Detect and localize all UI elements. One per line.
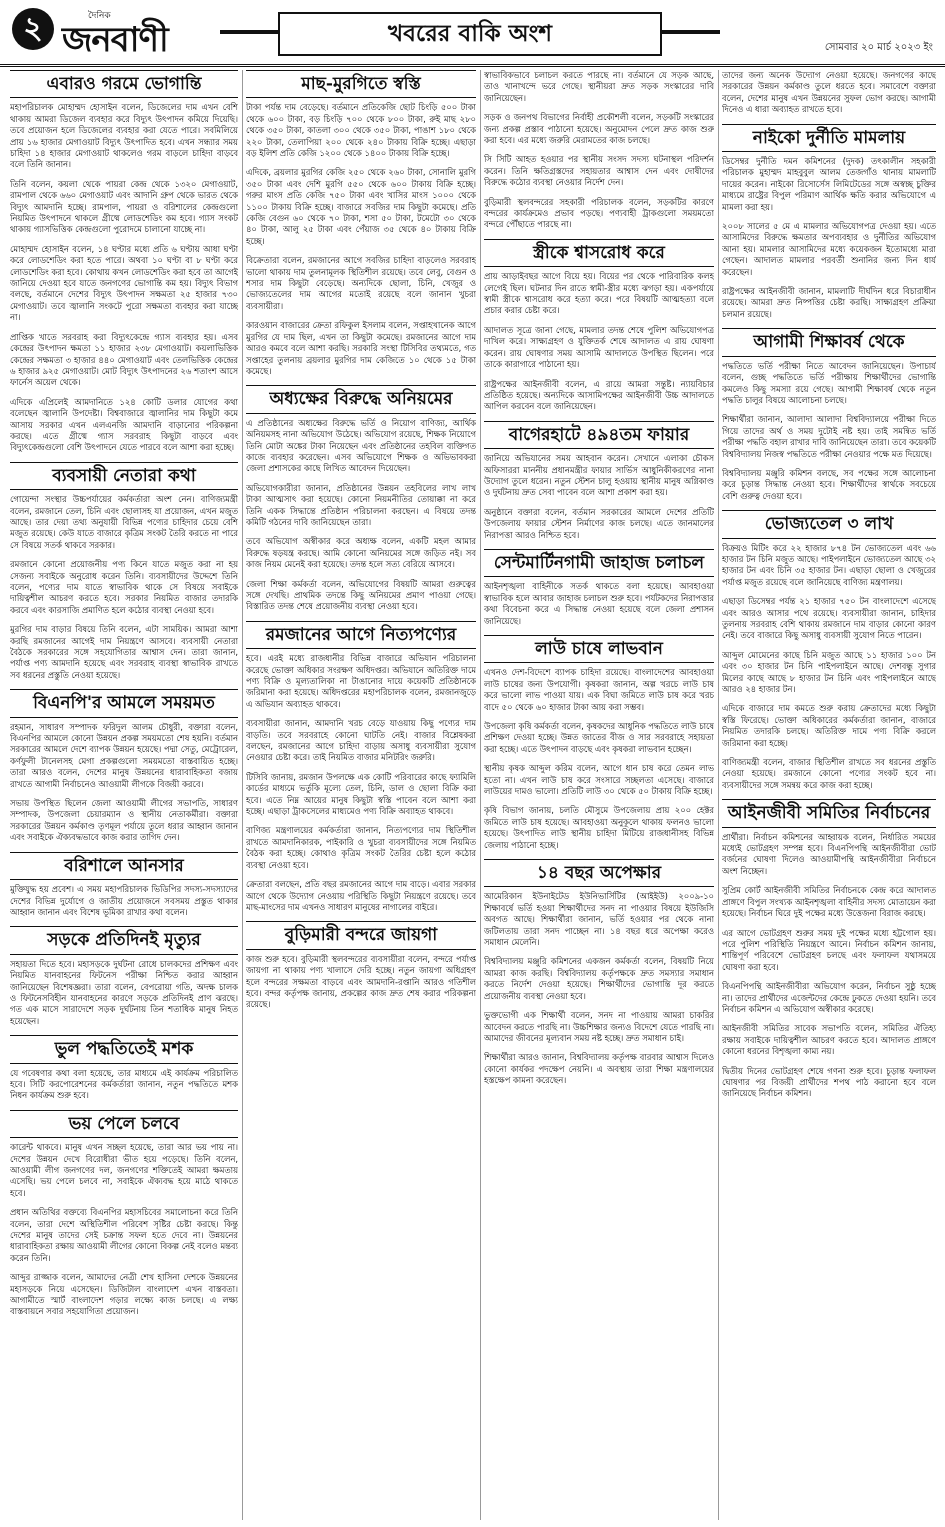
article-paragraph: শিক্ষার্থীরা আরও জানান, বিশ্ববিদ্যালয় কর্তৃপক্ষ বারবার আশ্বাস দিলেও কোনো কার্যকর পদক্ষেপ নেয়নি। এ অবস্থায় তারা শিক্ষা মন্ত্রণালয়ের হস্তক্ষেপ কামনা করেছেন। [484, 1052, 714, 1086]
article-paragraph: আইনশৃঙ্খলা বাহিনীকে সতর্ক থাকতে বলা হয়েছে। আবহাওয়া স্বাভাবিক হলে আবার জাহাজ চলাচল শুরু হবে। পর্যটকদের নিরাপত্তার কথা বিবেচনা করে এ সিদ্ধান্ত নেওয়া হয়েছে বলে জেলা প্রশাসন জানিয়েছে। [484, 581, 714, 626]
article-paragraph: এদিকে বাজারে দাম কমতে শুরু করায় ক্রেতাদের মধ্যে কিছুটা স্বস্তি ফিরেছে। ভোক্তা অধিকারের কর্মকর্তারা জানান, বাজারে নিয়মিত তদারকি চলছে। অতিরিক্ত দামে পণ্য বিক্রি করলে জরিমানা করা হচ্ছে। [722, 703, 936, 748]
article [484, 70, 714, 231]
article-paragraph: মুরগির দাম বাড়ার বিষয়ে তিনি বলেন, এটা সাময়িক। আমরা আশা করছি রমজানের আগেই দাম নিয়ন্ত্রণে আসবে। ব্যবসায়ী নেতারা বৈঠকে সরকারের সঙ্গে সহযোগিতার আশ্বাস দেন। তারা জানান, পর্যাপ্ত পণ্য আমদানি হয়েছে এবং সরবরাহ ব্যবস্থা স্বাভাবিক রাখতে সব ধরনের প্রস্তুতি নেওয়া হয়েছে। [10, 624, 238, 680]
article-paragraph: পদ্ধতিতে ভর্তি পরীক্ষা নিতে আবেদন জানিয়েছেন। উপাচার্য বলেন, গুচ্ছ পদ্ধতিতে ভর্তি পরীক্ষায় শিক্ষার্থীদের ভোগান্তি কমলেও কিছু সমস্যা রয়ে গেছে। আগামী শিক্ষাবর্ষ থেকে নতুন পদ্ধতি চালুর বিষয়ে আলোচনা চলছে। [722, 360, 936, 405]
article [484, 421, 714, 541]
article-headline: লাউ চাষে লাভবান [484, 635, 714, 663]
article [246, 621, 476, 914]
article [10, 926, 238, 1027]
article-paragraph: সড়ক ও জনপথ বিভাগের নির্বাহী প্রকৌশলী বলেন, সড়কটি সংস্কারের জন্য প্রকল্প প্রস্তাব পাঠানো হয়েছে। অনুমোদন পেলে দ্রুত কাজ শুরু করা হবে। এর মধ্যে জরুরি মেরামতের কাজ চলছে। [484, 112, 714, 146]
article-paragraph: কারেন্ট থাকবে। মানুষ এখন সচ্ছল হয়েছে, তারা আর ভয় পায় না। দেশের উন্নয়ন দেখে বিরোধীরা ভীত হয়ে পড়েছে। তিনি বলেন, আওয়ামী লীগ জনগণের দল, জনগণের শক্তিতেই আমরা ক্ষমতায় এসেছি। ভয় পেলে চলবে না, সবাইকে ঐক্যবদ্ধ হয়ে মাঠে থাকতে হবে। [10, 1142, 238, 1198]
column-divider [718, 70, 719, 1520]
column-divider [242, 70, 243, 1520]
column-1 [10, 70, 238, 1520]
article-paragraph: আইনজীবী সমিতির সাবেক সভাপতি বলেন, সমিতির ঐতিহ্য রক্ষায় সবাইকে দায়িত্বশীল আচরণ করতে হবে। আদালত প্রাঙ্গণে কোনো ধরনের বিশৃঙ্খলা কাম্য নয়। [722, 1023, 936, 1057]
article [246, 385, 476, 612]
article [484, 239, 714, 413]
article [10, 462, 238, 681]
article-paragraph: সি সিটি আহত হওয়ার পর স্থানীয় সংসদ সদস্য ঘটনাস্থল পরিদর্শন করেন। তিনি ক্ষতিগ্রস্তদের সহায়তার আশ্বাস দেন এবং দোষীদের বিরুদ্ধে কঠোর ব্যবস্থা নেওয়ার নির্দেশ দেন। [484, 154, 714, 188]
article-paragraph: স্থানীয় কৃষক আব্দুল করিম বলেন, আগে ধান চাষ করে তেমন লাভ হতো না। এখন লাউ চাষ করে সংসারে সচ্ছলতা এসেছে। বাজারে লাউয়ের দামও ভালো। প্রতিটি লাউ ৩০ থেকে ৫০ টাকায় বিক্রি হচ্ছে। [484, 763, 714, 797]
article-paragraph: প্রধান অতিথির বক্তব্যে বিএনপির মহাসচিবের সমালোচনা করে তিনি বলেন, তারা দেশে অস্থিতিশীল পরিবেশ সৃষ্টির চেষ্টা করছে। কিন্তু দেশের মানুষ তাদের সেই চক্রান্ত সফল হতে দেবে না। উন্নয়নের ধারাবাহিকতা রক্ষায় আওয়ামী লীগের কোনো বিকল্প নেই বলেও মন্তব্য করেন তিনি। [10, 1207, 238, 1263]
article-paragraph: বিক্রয়ও মিটিং করে ২২ হাজার ৮৭৪ টন ভোজ্যতেল এবং ৬৬ হাজার টন চিনি মজুত আছে। পাইপলাইনে ভোজ্যতেল আছে ৩২ হাজার টন এবং চিনি ৩৫ হাজার টন। এছাড়া ছোলা ও খেজুরের পর্যাপ্ত মজুত রয়েছে বলে জানিয়েছে বাণিজ্য মন্ত্রণালয়। [722, 542, 936, 587]
article [722, 124, 936, 321]
article-paragraph: আদালত সূত্রে জানা গেছে, মামলার তদন্ত শেষে পুলিশ অভিযোগপত্র দাখিল করে। সাক্ষ্যগ্রহণ ও যুক্তিতর্ক শেষে আদালত এ রায় ঘোষণা করেন। রায় ঘোষণার সময় আসামি আদালতে উপস্থিত ছিলেন। পরে তাকে কারাগারে পাঠানো হয়। [484, 324, 714, 370]
article [722, 799, 936, 1100]
article-paragraph: হবে। এরই মধ্যে রাজধানীর বিভিন্ন বাজারে অভিযান পরিচালনা করেছে ভোক্তা অধিকার সংরক্ষণ অধিদপ্তর। অভিযানে অতিরিক্ত দামে পণ্য বিক্রি ও মূল্যতালিকা না টাঙানোর দায়ে কয়েকটি প্রতিষ্ঠানকে জরিমানা করা হয়েছে। অধিদপ্তরের মহাপরিচালক বলেন, রমজানজুড়ে এ অভিযান অব্যাহত থাকবে। [246, 653, 476, 709]
article-paragraph: রমজানে কোনো প্রয়োজনীয় পণ্য কিনে যাতে মজুত করা না হয় সেজন্য সবাইকে অনুরোধ করেন তিনি। ব্যবসায়ীদের উদ্দেশে তিনি বলেন, পণ্যের দাম যাতে স্বাভাবিক থাকে সে বিষয়ে সবাইকে দায়িত্বশীল আচরণ করতে হবে। সরকার নিয়মিত বাজার তদারকি করবে এবং কারসাজি প্রমাণিত হলে কঠোর ব্যবস্থা নেওয়া হবে। [10, 559, 238, 615]
article-paragraph: স্বাভাবিকভাবে চলাচল করতে পারছে না। বর্তমানে যে সড়ক আছে, তাও খানাখন্দে ভরে গেছে। স্থানীয়রা দ্রুত সড়ক সংস্কারের দাবি জানিয়েছেন। [484, 70, 714, 103]
article-paragraph: মুক্তিযুদ্ধ হয় প্রবেশ। এ সময় মহাপরিচালক ভিডিপির সদস্য-সদস্যাদের দেশের বিভিন্ন দুর্যোগে ও জাতীয় প্রয়োজনে সবসময় প্রস্তুত থাকার আহ্বান জানান এবং বিশেষ ভূমিকা রাখার কথা বলেন। [10, 884, 238, 917]
article-paragraph: বিশ্ববিদ্যালয় মঞ্জুরি কমিশনের একজন কর্মকর্তা বলেন, বিষয়টি নিয়ে আমরা কাজ করছি। বিশ্ববিদ্যালয় কর্তৃপক্ষকে দ্রুত সমস্যার সমাধান করতে নির্দেশ দেওয়া হয়েছে। শিক্ষার্থীদের ভোগান্তি দূর করতে প্রয়োজনীয় ব্যবস্থা নেওয়া হবে। [484, 956, 714, 1001]
article-paragraph: তিনি বলেন, কয়লা থেকে পায়রা কেন্দ্র থেকে ১৩২০ মেগাওয়াট, রামপাল থেকে ৬৬০ মেগাওয়াট এবং আদানি গ্রুপ থেকে ভারত থেকে বিদ্যুৎ আমদানি হচ্ছে। রামপাল, পায়রা ও বরিশালের কেন্দ্রগুলো নিয়মিত উৎপাদনে থাকলে গ্রীষ্মে লোডশেডিং কম হবে। গ্যাস সংকট থাকায় গ্যাসভিত্তিক কেন্দ্রগুলো পুরোদমে চালানো যাচ্ছে না। [10, 178, 238, 235]
article-paragraph: তবে অভিযোগ অস্বীকার করে অধ্যক্ষ বলেন, একটি মহল আমার বিরুদ্ধে ষড়যন্ত্র করছে। আমি কোনো অনিয়মের সঙ্গে জড়িত নই। সব কাজ নিয়ম মেনেই করা হয়েছে। তদন্ত হলে সত্য বেরিয়ে আসবে। [246, 536, 476, 570]
article-headline: ১৪ বছর অপেক্ষার [484, 859, 714, 887]
section-title: খবরের বাকি অংশ [278, 12, 662, 56]
article-paragraph: আব্দুর রাজ্জাক বলেন, আমাদের নেত্রী শেখ হাসিনা দেশকে উন্নয়নের মহাসড়কে নিয়ে এসেছেন। ডিজিটাল বাংলাদেশ এখন বাস্তবতা। আগামীতে স্মার্ট বাংলাদেশ গড়ার লক্ষ্যে কাজ চলছে। এ লক্ষ্য বাস্তবায়নে সবার সহযোগিতা প্রয়োজন। [10, 1272, 238, 1317]
article-headline: বরিশালে আনসার [10, 852, 238, 880]
article [246, 70, 476, 377]
article-paragraph: সহায়তা দিতে হবে। মহাসড়কে দুর্ঘটনা রোধে চালকদের প্রশিক্ষণ এবং নিয়মিত যানবাহনের ফিটনেস পরীক্ষা নিশ্চিত করার আহ্বান জানিয়েছেন বিশেষজ্ঞরা। তারা বলেন, বেপরোয়া গতি, অদক্ষ চালক ও ফিটনেসবিহীন যানবাহনের কারণে সড়কে প্রতিদিনই প্রাণ ঝরছে। গত এক মাসে সারাদেশে সড়ক দুর্ঘটনায় তিন শতাধিক মানুষ নিহত হয়েছেন। [10, 958, 238, 1026]
article-paragraph: ২০০৮ সালের ৫ মে এ মামলার অভিযোগপত্র দেওয়া হয়। এতে আসামিদের বিরুদ্ধে ক্ষমতার অপব্যবহার ও দুর্নীতির অভিযোগ আনা হয়। মামলার আসামিদের মধ্যে কয়েকজন ইতোমধ্যে মারা গেছেন। আদালত মামলার পরবর্তী শুনানির জন্য দিন ধার্য করেছেন। [722, 221, 936, 277]
article-headline: বাগেরহাটে ৪৯৪তম ফায়ার [484, 421, 714, 449]
article-paragraph: অভিযোগকারীরা জানান, প্রতিষ্ঠানের উন্নয়ন তহবিলের লাখ লাখ টাকা আত্মসাৎ করা হয়েছে। কোনো নিয়মনীতির তোয়াক্কা না করে তিনি একক সিদ্ধান্তে প্রতিষ্ঠান পরিচালনা করছেন। এ বিষয়ে তদন্ত কমিটি গঠনের দাবি জানিয়েছেন তারা। [246, 482, 476, 527]
article-headline: বিএনপি'র আমলে সময়মত [10, 689, 238, 717]
article-paragraph: বাণিজ্যমন্ত্রী বলেন, বাজার স্থিতিশীল রাখতে সব ধরনের প্রস্তুতি নেওয়া হয়েছে। রমজানে কোনো পণ্যের সংকট হবে না। ব্যবসায়ীদের সঙ্গে সমন্বয় করে কাজ করা হচ্ছে। [722, 757, 936, 790]
article-paragraph: প্রাপ্তিক খাতে সরবরাহ করা বিদ্যুৎকেন্দ্রে গ্যাস ব্যবহার হয়। এসব কেন্দ্রের উৎপাদন ক্ষমতা ১১ হাজার ২৩৮ মেগাওয়াট। কয়লাভিত্তিক কেন্দ্রের সক্ষমতা ৩ হাজার ৪৪০ মেগাওয়াট এবং তেলভিত্তিক কেন্দ্রের ৬ হাজার ৯২৫ মেগাওয়াট। মোট বিদ্যুৎ উৎপাদনের ২৬ শতাংশ আসে ফার্নেস অয়েল থেকে। [10, 331, 238, 388]
article-paragraph: ডিসেম্বর দুর্নীতি দমন কমিশনের (দুদক) তৎকালীন সহকারী পরিচালক মুহাম্মদ মাহবুবুল আলম তেজগাঁও থানায় মামলাটি দায়ের করেন। নাইকো রিসোর্সেস লিমিটেডের সঙ্গে অস্বচ্ছ চুক্তির মাধ্যমে রাষ্ট্রের বিপুল পরিমাণ আর্থিক ক্ষতি করার অভিযোগে এ মামলা করা হয়। [722, 156, 936, 212]
article [246, 921, 476, 1010]
article-paragraph: রাষ্ট্রপক্ষের আইনজীবী বলেন, এ রায়ে আমরা সন্তুষ্ট। ন্যায়বিচার প্রতিষ্ঠিত হয়েছে। অন্যদিকে আসামিপক্ষের আইনজীবী উচ্চ আদালতে আপিল করবেন বলে জানিয়েছেন। [484, 378, 714, 412]
article-paragraph: প্রায় আড়াইবছর আগে বিয়ে হয়। বিয়ের পর থেকে পারিবারিক কলহ লেগেই ছিল। ঘটনার দিন রাতে স্বামী-স্ত্রীর মধ্যে ঝগড়া হয়। একপর্যায়ে স্বামী স্ত্রীকে শ্বাসরোধ করে হত্যা করে। পরে বিষয়টি আত্মহত্যা বলে প্রচার করার চেষ্টা করে। [484, 271, 714, 316]
article-paragraph: বিএনপিপন্থি আইনজীবীরা অভিযোগ করেন, নির্বাচন সুষ্ঠু হচ্ছে না। তাদের প্রার্থীদের এজেন্টদের কেন্দ্রে ঢুকতে দেওয়া হয়নি। তবে নির্বাচন কমিশন এ অভিযোগ অস্বীকার করেছে। [722, 981, 936, 1014]
masthead [0, 0, 945, 67]
article-headline: অধ্যক্ষের বিরুদ্ধে অনিয়মের [246, 385, 476, 413]
article [484, 549, 714, 627]
article-headline: সেন্টমার্টিনগামী জাহাজ চলাচল [484, 549, 714, 577]
article-paragraph: বিক্রেতারা বলেন, রমজানের আগে সবজির চাহিদা বাড়লেও সরবরাহ ভালো থাকায় দাম তুলনামূলক স্থিতিশীল রয়েছে। তবে লেবু, বেগুন ও শসার দাম কিছুটা বেড়েছে। অন্যদিকে ছোলা, চিনি, খেজুর ও ভোজ্যতেলের দাম আগের মতোই রয়েছে বলে জানান খুচরা ব্যবসায়ীরা। [246, 255, 476, 311]
article-paragraph: যে গবেষণার কথা বলা হয়েছে, তার মাধ্যমে এই কার্যক্রম পরিচালিত হবে। সিটি করপোরেশনের কর্মকর্তারা জানান, নতুন পদ্ধতিতে মশক নিধন কার্যক্রম শুরু হবে। [10, 1067, 238, 1101]
article-paragraph: বুড়িমারী স্থলবন্দরের সহকারী পরিচালক বলেন, সড়কটির কারণে বন্দরের কার্যক্রমেও প্রভাব পড়ছে। পণ্যবাহী ট্রাকগুলো সময়মতো বন্দরে পৌঁছাতে পারছে না। [484, 196, 714, 230]
article-paragraph: কাজ শুরু হবে। বুড়িমারী স্থলবন্দরের ব্যবসায়ীরা বলেন, বন্দরে পর্যাপ্ত জায়গা না থাকায় পণ্য খালাসে দেরি হচ্ছে। নতুন জায়গা অধিগ্রহণ হলে বন্দরের সক্ষমতা বাড়বে এবং আমদানি-রপ্তানি আরও গতিশীল হবে। বন্দর কর্তৃপক্ষ জানায়, প্রকল্পের কাজ দ্রুত শেষ করার পরিকল্পনা রয়েছে। [246, 953, 476, 1010]
article-paragraph: অনুষ্ঠানে বক্তারা বলেন, বর্তমান সরকারের আমলে দেশের প্রতিটি উপজেলায় ফায়ার স্টেশন নির্মাণের কাজ চলছে। এতে জানমালের নিরাপত্তা আরও নিশ্চিত হবে। [484, 506, 714, 540]
article [484, 859, 714, 1086]
article-paragraph: ভুক্তভোগী এক শিক্ষার্থী বলেন, সনদ না পাওয়ায় আমরা চাকরির আবেদন করতে পারছি না। উচ্চশিক্ষার জন্যও বিদেশে যেতে পারছি না। আমাদের জীবনের মূল্যবান সময় নষ্ট হচ্ছে। দ্রুত সমাধান চাই। [484, 1010, 714, 1043]
article-headline: ভোজ্যতেল ৩ লাখ [722, 510, 936, 538]
issue-date: সোমবার ২০ মার্চ ২০২৩ ইং [824, 42, 933, 53]
daily-label: দৈনিক [88, 11, 111, 21]
article-paragraph: সভায় উপস্থিত ছিলেন জেলা আওয়ামী লীগের সভাপতি, সাধারণ সম্পাদক, উপজেলা চেয়ারম্যান ও স্থানীয় নেতাকর্মীরা। বক্তারা সরকারের উন্নয়ন কর্মকাণ্ড তৃণমূল পর্যায়ে তুলে ধরার আহ্বান জানান এবং সবাইকে ঐক্যবদ্ধভাবে কাজ করার তাগিদ দেন। [10, 798, 238, 843]
article-headline: ভয় পেলে চলবে [10, 1110, 238, 1138]
article-paragraph: সুপ্রিম কোর্ট আইনজীবী সমিতির নির্বাচনকে কেন্দ্র করে আদালত প্রাঙ্গণে বিপুল সংখ্যক আইনশৃঙ্খলা বাহিনীর সদস্য মোতায়েন করা হয়েছে। নির্বাচন ঘিরে দুই পক্ষের মধ্যে উত্তেজনা বিরাজ করছে। [722, 885, 936, 919]
article-paragraph: শিক্ষার্থীরা জানান, আলাদা আলাদা বিশ্ববিদ্যালয়ে পরীক্ষা দিতে গিয়ে তাদের অর্থ ও সময় দুটোই নষ্ট হয়। তাই সমন্বিত ভর্তি পরীক্ষা পদ্ধতি বহাল রাখার দাবি জানিয়েছেন তারা। তবে কয়েকটি বিশ্ববিদ্যালয় নিজস্ব পদ্ধতিতে পরীক্ষা নেওয়ার পক্ষে মত দিয়েছে। [722, 414, 936, 459]
article [484, 635, 714, 851]
article-paragraph: মোহাম্মদ হোসাইন বলেন, ১৪ ঘণ্টার মধ্যে প্রতি ৬ ঘণ্টায় আধা ঘণ্টা করে লোডশেডিং করা হতে পারে। অথবা ১০ ঘণ্টা বা ৮ ঘণ্টা করে লোডশেডিং করা হবে। কোথায় কখন লোডশেডিং করা হবে তা আগেই জানিয়ে দেওয়া হবে যাতে জনগণের ভোগান্তি কম হয়। বিদ্যুৎ বিভাগ বলছে, বর্তমানে দেশের বিদ্যুৎ উৎপাদন সক্ষমতা ২৫ হাজার ৭৩০ মেগাওয়াট। তবে জ্বালানি সংকটে পুরো সক্ষমতা ব্যবহার করা যাচ্ছে না। [10, 243, 238, 323]
article-paragraph: মহাপরিচালক মোহাম্মদ হোসাইন বলেন, ডিজেলের দাম এখন বেশি থাকায় আমরা ডিজেল ব্যবহার করে বিদ্যুৎ উৎপাদন কমিয়ে দিয়েছি। তবে প্রয়োজন হলে ডিজেলের ব্যবহার করা যেতে পারে। সবমিলিয়ে প্রায় ১৬ হাজার মেগাওয়াট বিদ্যুৎ উৎপাদিত হবে। এখন সন্ধ্যার সময় চাহিদা ১৪ হাজার মেগাওয়াট থাকলেও গরম বাড়লে চাহিদা বাড়বে বলে তিনি জানান। [10, 102, 238, 170]
article-paragraph: ক্রেতারা বলছেন, প্রতি বছর রমজানের আগে দাম বাড়ে। এবার সরকার আগে থেকে উদ্যোগ নেওয়ায় পরিস্থিতি কিছুটা নিয়ন্ত্রণে রয়েছে। তবে মাছ-মাংসের দাম এখনও সাধারণ মানুষের নাগালের বাইরে। [246, 879, 476, 912]
article-headline: ভুল পদ্ধতিতেই মশক [10, 1035, 238, 1063]
column-3 [484, 70, 714, 1520]
article-headline: সড়কে প্রতিদিনই মৃত্যুর [10, 926, 238, 954]
article-paragraph: এছাড়া ডিসেম্বর পর্যন্ত ২১ হাজার ৭৫০ টন বাংলাদেশে এসেছে এবং আরও আসার পথে রয়েছে। ব্যবসায়ীরা জানান, চাহিদার তুলনায় সরবরাহ বেশি থাকায় রমজানে দাম বাড়ার কোনো কারণ নেই। তবে বাজারে কিছু অসাধু ব্যবসায়ী সুযোগ নিতে পারেন। [722, 596, 936, 641]
column-2 [246, 70, 476, 1520]
article-paragraph: গোয়েন্দা সংস্থার উচ্চপর্যায়ের কর্মকর্তারা অংশ নেন। বাণিজ্যমন্ত্রী বলেন, রমজানে তেল, চিনি এবং ছোলাসহ যা প্রয়োজন, এখন মজুত আছে। তার দেয়া তথ্য অনুযায়ী বিভিন্ন পণ্যের চাহিদার চেয়ে বেশি মজুত রয়েছে। কেউ যাতে বাজারে কৃত্রিম সংকট তৈরি করতে না পারে সে বিষয়ে সতর্ক থাকবে সরকার। [10, 494, 238, 550]
article [10, 1035, 238, 1102]
article-headline: নাইকো দুর্নীতি মামলায় [722, 124, 936, 152]
article-paragraph: রহমান, সাধারণ সম্পাদক ফরিদুল আলম চৌধুরী, বক্তারা বলেন, বিএনপির আমলে কোনো উন্নয়ন প্রকল্প সময়মতো শেষ হয়নি। বর্তমান সরকারের আমলে দেশে ব্যাপক উন্নয়ন হয়েছে। পদ্মা সেতু, মেট্রোরেল, কর্ণফুলী টানেলসহ মেগা প্রকল্পগুলো সময়মতো বাস্তবায়িত হচ্ছে। তারা আরও বলেন, দেশের মানুষ উন্নয়নের ধারাবাহিকতা বজায় রাখতে আগামী নির্বাচনেও আওয়ামী লীগকে বিজয়ী করবে। [10, 721, 238, 789]
article-paragraph: প্রার্থীরা। নির্বাচন কমিশনের আহ্বায়ক বলেন, নির্ধারিত সময়ের মধ্যেই ভোটগ্রহণ সম্পন্ন হবে। বিএনপিপন্থি আইনজীবীরা ভোট বর্জনের ঘোষণা দিলেও আওয়ামীপন্থি আইনজীবীরা নির্বাচনে অংশ নিচ্ছেন। [722, 831, 936, 876]
article-headline: বুড়িমারী বন্দরে জায়গা [246, 921, 476, 949]
article [722, 328, 936, 502]
article [10, 1110, 238, 1318]
article-paragraph: এর আগে ভোটগ্রহণ শুরুর সময় দুই পক্ষের মধ্যে হট্টগোল হয়। পরে পুলিশ পরিস্থিতি নিয়ন্ত্রণে আনে। নির্বাচন কমিশন জানায়, শান্তিপূর্ণ পরিবেশে ভোটগ্রহণ চলছে এবং ফলাফল যথাসময়ে ঘোষণা করা হবে। [722, 927, 936, 972]
article-paragraph: এখনও দেশ-বিদেশে ব্যাপক চাহিদা রয়েছে। বাংলাদেশের আবহাওয়া লাউ চাষের জন্য উপযোগী। কৃষকরা জানান, অল্প খরচে লাউ চাষ করে ভালো লাভ পাওয়া যায়। এক বিঘা জমিতে লাউ চাষ করে খরচ বাদে ৫০ থেকে ৬০ হাজার টাকা আয় করা সম্ভব। [484, 667, 714, 712]
page-number: ২ [12, 8, 54, 50]
article-headline: ব্যবসায়ী নেতারা কথা [10, 462, 238, 490]
column-divider [480, 70, 481, 1520]
article-headline: মাছ-মুরগিতে স্বস্তি [246, 70, 476, 98]
article-paragraph: কৃষি বিভাগ জানায়, চলতি মৌসুমে উপজেলায় প্রায় ২০০ হেক্টর জমিতে লাউ চাষ হয়েছে। আবহাওয়া অনুকূলে থাকায় ফলনও ভালো হয়েছে। উৎপাদিত লাউ স্থানীয় চাহিদা মিটিয়ে রাজধানীসহ বিভিন্ন জেলায় পাঠানো হচ্ছে। [484, 805, 714, 850]
article-paragraph: কারওয়ান বাজারের ক্রেতা রফিকুল ইসলাম বলেন, সপ্তাহখানেক আগে মুরগির যে দাম ছিল, এখন তা কিছুটা কমেছে। রমজানের আগে দাম আরও কমবে বলে আশা করছি। সরকারি সংস্থা টিসিবির তথ্যমতে, গত সপ্তাহের তুলনায় ব্রয়লার মুরগির দাম কেজিতে ১০ থেকে ১৫ টাকা কমেছে। [246, 320, 476, 376]
article-paragraph: এদিকে, ব্রয়লার মুরগির কেজি ২৫০ থেকে ২৬০ টাকা, সোনালি মুরগি ৩৫০ টাকা এবং দেশি মুরগি ৫৫০ থেকে ৬০০ টাকায় বিক্রি হচ্ছে। গরুর মাংস প্রতি কেজি ৭৫০ টাকা এবং খাসির মাংস ১০০০ থেকে ১১০০ টাকায় বিক্রি হচ্ছে। বাজারে সবজির দাম কিছুটা কমেছে। প্রতি কেজি বেগুন ৬০ থেকে ৭০ টাকা, শসা ৫০ টাকা, টমেটো ৩০ থেকে ৪০ টাকা, আলু ২৫ টাকা এবং পেঁয়াজ ৩৫ থেকে ৪০ টাকায় বিক্রি হচ্ছে। [246, 167, 476, 246]
article-paragraph: এদিকে এপ্রিলেই আমদানিতে ১২৪ কোটি ডলার যোগের কথা বলেছেন জ্বালানি উপদেষ্টা। বিশ্ববাজারে জ্বালানির দাম কিছুটা কমে আসায় সরকার এখন এলএনজি আমদানি বাড়ানোর পরিকল্পনা করছে। এতে গ্রীষ্মে গ্যাস সরবরাহ কিছুটা বাড়বে এবং বিদ্যুৎকেন্দ্রগুলো বেশি উৎপাদনে যেতে পারবে বলে আশা করা হচ্ছে। [10, 396, 238, 453]
article-paragraph: এ প্রতিষ্ঠানের অধ্যক্ষের বিরুদ্ধে ভর্তি ও নিয়োগ বাণিজ্য, আর্থিক অনিয়মসহ নানা অভিযোগ উঠেছে। অভিযোগ রয়েছে, শিক্ষক নিয়োগে তিনি মোটা অঙ্কের টাকা নিয়েছেন এবং প্রতিষ্ঠানের তহবিল ব্যক্তিগত কাজে ব্যবহার করেছেন। এসব অভিযোগে শিক্ষক ও অভিভাবকরা জেলা প্রশাসকের কাছে লিখিত আবেদন দিয়েছেন। [246, 417, 476, 474]
article-headline: রমজানের আগে নিত্যপণ্যের [246, 621, 476, 649]
article [722, 70, 936, 116]
article-paragraph: আব্দুল মোমেনের কাছে চিনি মজুত আছে ১১ হাজার ১০০ টন এবং ৩০ হাজার টন চিনি পাইপলাইনে আছে। দেশবন্ধু সুগার মিলের কাছে আছে ৮ হাজার টন চিনি এবং পাইপলাইনে আছে আরও ২৪ হাজার টন। [722, 649, 936, 695]
article-paragraph: তাদের জন্য অনেক উদ্যোগ নেওয়া হয়েছে। জনগণের কাছে সরকারের উন্নয়ন কর্মকাণ্ড তুলে ধরতে হবে। সমাবেশে বক্তারা বলেন, দেশের মানুষ এখন উন্নয়নের সুফল ভোগ করছে। আগামী দিনেও এ ধারা অব্যাহত রাখতে হবে। [722, 70, 936, 115]
article-paragraph: আমেরিকান ইউনাইটেড ইউনিভার্সিটির (আইইউ) ২০০৯-১০ শিক্ষাবর্ষে ভর্তি হওয়া শিক্ষার্থীদের সনদ না পাওয়ার বিষয়ে ইউজিসি অবগত আছে। শিক্ষার্থীরা জানান, ভর্তি হওয়ার পর থেকে নানা জটিলতায় তারা সনদ পাচ্ছেন না। ১৪ বছর ধরে অপেক্ষা করেও সমাধান মেলেনি। [484, 891, 714, 948]
article-headline: স্ত্রীকে শ্বাসরোধ করে [484, 239, 714, 267]
article-paragraph: বিশ্ববিদ্যালয় মঞ্জুরি কমিশন বলছে, সব পক্ষের সঙ্গে আলোচনা করে চূড়ান্ত সিদ্ধান্ত নেওয়া হবে। শিক্ষার্থীদের স্বার্থকে সবচেয়ে বেশি গুরুত্ব দেওয়া হবে। [722, 467, 936, 501]
article-paragraph: বাণিজ্য মন্ত্রণালয়ের কর্মকর্তারা জানান, নিত্যপণ্যের দাম স্থিতিশীল রাখতে আমদানিকারক, পাইকারি ও খুচরা ব্যবসায়ীদের সঙ্গে নিয়মিত বৈঠক করা হচ্ছে। কোথাও কৃত্রিম সংকট তৈরির চেষ্টা হলে কঠোর ব্যবস্থা নেওয়া হবে। [246, 825, 476, 870]
article-paragraph: জানিয়ে অভিযানের সময় আহবান করেন। সেখানে এলাকা চৌকস অফিসাররা মাননীয় প্রধানমন্ত্রীর ফায়ার সার্ভিস আধুনিকীকরণের নানা উদ্যোগ তুলে ধরেন। নতুন স্টেশন চালু হওয়ায় স্থানীয় মানুষ অগ্নিকাণ্ড ও দুর্ঘটনায় দ্রুত সেবা পাবেন বলে আশা প্রকাশ করা হয়। [484, 453, 714, 498]
article-paragraph: উপজেলা কৃষি কর্মকর্তা বলেন, কৃষকদের আধুনিক পদ্ধতিতে লাউ চাষে প্রশিক্ষণ দেওয়া হচ্ছে। উন্নত জাতের বীজ ও সার সরবরাহে সহায়তা করা হচ্ছে। এতে উৎপাদন বাড়ছে এবং কৃষকরা লাভবান হচ্ছেন। [484, 721, 714, 754]
column-4 [722, 70, 936, 1520]
article [10, 689, 238, 843]
article-headline: এবারও গরমে ভোগান্তি [10, 70, 238, 98]
article-paragraph: জেলা শিক্ষা কর্মকর্তা বলেন, অভিযোগের বিষয়টি আমরা গুরুত্বের সঙ্গে দেখছি। প্রাথমিক তদন্তে কিছু অনিয়মের প্রমাণ পাওয়া গেছে। বিস্তারিত তদন্ত শেষে প্রয়োজনীয় ব্যবস্থা নেওয়া হবে। [246, 578, 476, 612]
article-paragraph: টিসিবি জানায়, রমজান উপলক্ষে এক কোটি পরিবারের কাছে ফ্যামিলি কার্ডের মাধ্যমে ভর্তুকি মূল্যে তেল, চিনি, ডাল ও ছোলা বিক্রি করা হবে। এতে নিম্ন আয়ের মানুষ কিছুটা স্বস্তি পাবেন বলে আশা করা হচ্ছে। এছাড়া ট্রাকসেলের মাধ্যমেও পণ্য বিক্রি অব্যাহত থাকবে। [246, 771, 476, 817]
article [10, 70, 238, 454]
article-headline: আগামী শিক্ষাবর্ষ থেকে [722, 328, 936, 356]
article [722, 510, 936, 791]
article-paragraph: রাষ্ট্রপক্ষের আইনজীবী জানান, মামলাটি দীর্ঘদিন ধরে বিচারাধীন রয়েছে। আমরা দ্রুত নিষ্পত্তির চেষ্টা করছি। সাক্ষ্যগ্রহণ প্রক্রিয়া চলমান রয়েছে। [722, 286, 936, 319]
article-paragraph: ব্যবসায়ীরা জানান, আমদানি খরচ বেড়ে যাওয়ায় কিছু পণ্যের দাম বাড়তি। তবে সরবরাহে কোনো ঘাটতি নেই। বাজার বিশ্লেষকরা বলছেন, রমজানের আগে চাহিদা বাড়ায় অসাধু ব্যবসায়ীরা সুযোগ নেওয়ার চেষ্টা করে। তাই নিয়মিত বাজার মনিটরিং জরুরি। [246, 718, 476, 763]
article-paragraph: দ্বিতীয় দিনের ভোটগ্রহণ শেষে গণনা শুরু হবে। চূড়ান্ত ফলাফল ঘোষণার পর বিজয়ী প্রার্থীদের শপথ পাঠ করানো হবে বলে জানিয়েছে নির্বাচন কমিশন। [722, 1065, 936, 1099]
article-headline: আইনজীবী সমিতির নির্বাচনের [722, 799, 936, 827]
article-paragraph: টাকা পর্যন্ত দাম বেড়েছে। বর্তমানে প্রতিকেজি ছোট চিংড়ি ৫০০ টাকা থেকে ৬০০ টাকা, বড় চিংড়ি ৭০০ থেকে ৮০০ টাকা, রুই মাছ ২৮০ থেকে ৩৫০ টাকা, কাতলা ৩০০ থেকে ৩৫০ টাকা, পাঙাশ ১৮০ থেকে ২২০ টাকা, তেলাপিয়া ২০০ থেকে ২৪০ টাকায় বিক্রি হচ্ছে। এছাড়া বড় ইলিশ প্রতি কেজি ১২০০ থেকে ১৪০০ টাকায় বিক্রি হচ্ছে। [246, 102, 476, 159]
newspaper-logo: জনবাণী [62, 20, 168, 60]
article [10, 852, 238, 919]
